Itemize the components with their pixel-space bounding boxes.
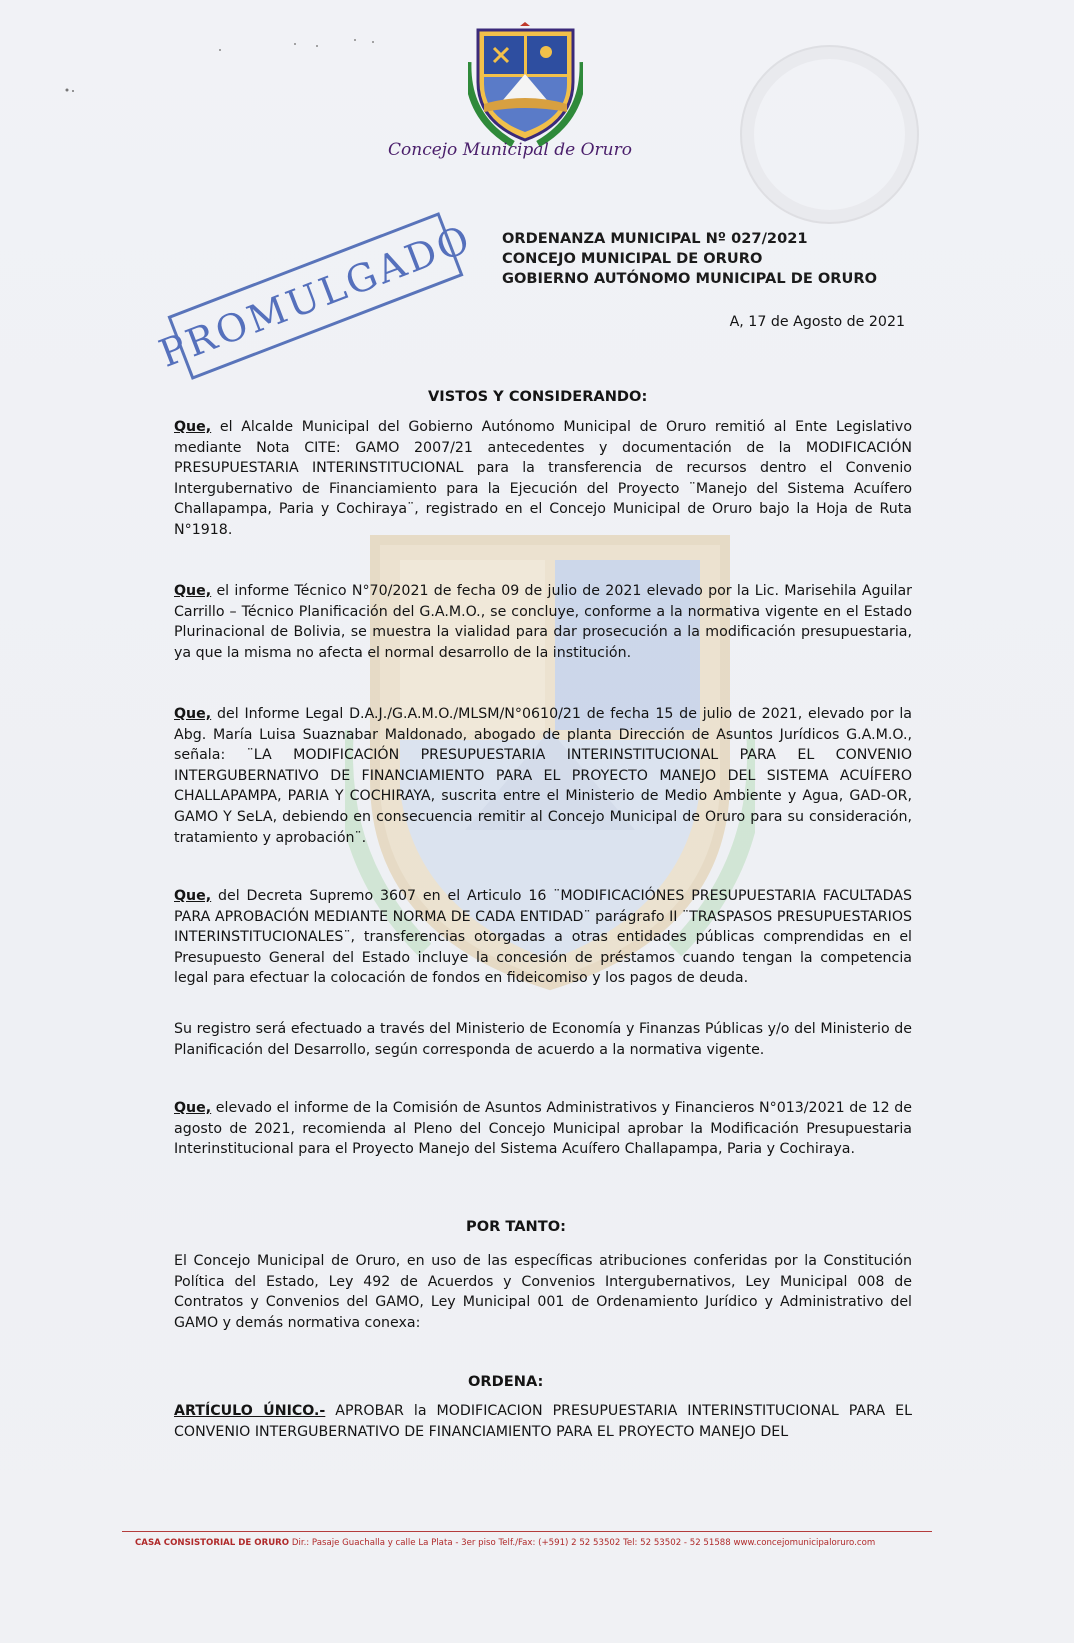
heading-line-3: GOBIERNO AUTÓNOMO MUNICIPAL DE ORURO — [502, 270, 878, 287]
footer-address: Dir.: Pasaje Guachalla y calle La Plata - 3er piso Telf./Fax: (+591) 2 52 53502 Tel: 52 53502 - 52 51588 www.concejomunicipaloruro.com — [289, 1538, 876, 1548]
paragraph-3 — [174, 704, 912, 848]
paragraph-4-text: del Decreta Supremo 3607 en el Articulo 16 ¨MODIFICACIÓNES PRESUPUESTARIA FACULTADAS PARA APROBACIÓN MEDIANTE NORMA DE CADA ENTIDAD¨ parágrafo II ¨TRASPASOS PRESUPUESTARIOS INTERINSTITUCIONALES¨, transferencias otorgadas a otras entidades públicas comprendidas en el Presupuesto General del Estado incluye la concesión de préstamos cuando tengan la competencia legal para efectuar la colocación de fondos en fideicomiso y los pagos de deuda. — [174, 888, 912, 987]
embossed-seal — [740, 45, 919, 224]
paragraph-2-text: el informe Técnico N°70/2021 de fecha 09 de julio de 2021 elevado por la Lic. Marisehila Aguilar Carrillo – Técnico Planificación del G.A.M.O., se concluye, conforme a la normativa vigente en el Estado Plurinacional de Bolivia, se muestra la vialidad para dar prosecución a la modificación presupuestaria, ya que la misma no afecta el normal desarrollo de la institución. — [174, 583, 912, 661]
article-text: APROBAR la MODIFICACION PRESUPUESTARIA INTERINSTITUCIONAL PARA EL CONVENIO INTERGUBERNATIVO DE FINANCIAMIENTO PARA EL PROYECTO MANEJO DEL — [174, 1403, 912, 1440]
paragraph-3-text: del Informe Legal D.A.J./G.A.M.O./MLSM/N°0610/21 de fecha 15 de julio de 2021, elevado por la Abg. María Luisa Suaznabar Maldonado, abogado de planta Dirección de Asuntos Jurídicos G.A.M.O., señala: ¨LA MODIFICACIÓN PRESUPUESTARIA INTERINSTITUCIONAL PARA EL CONVENIO INTERGUBERNATIVO DE FINANCIAMIENTO PARA EL PROYECTO MANEJO DEL SISTEMA ACUÍFERO CHALLAPAMPA, PARIA Y COCHIRAYA, suscrita entre el Ministerio de Medio Ambiente y Agua, GAD-OR, GAMO Y SeLA, debiendo en consecuencia remitir al Concejo Municipal de Oruro para su consideración, tratamiento y aprobación¨. — [174, 706, 912, 846]
paragraph-1-text: el Alcalde Municipal del Gobierno Autónomo Municipal de Oruro remitió al Ente Legislativo mediante Nota CITE: GAMO 2007/21 antecedentes y documentación de la MODIFICACIÓN PRESUPUESTARIA INTERINSTITUCIONAL para la transferencia de recursos dentro el Convenio Intergubernativo de Financiamiento para la Ejecución del Proyecto ¨Manejo del Sistema Acuífero Challapampa, Paria y Cochiraya¨, registrado en el Concejo Municipal de Oruro bajo la Hoja de Ruta N°1918. — [174, 419, 912, 538]
ordinance-heading — [502, 229, 922, 289]
section-vistos: VISTOS Y CONSIDERANDO: — [428, 388, 648, 405]
paragraph-1 — [174, 417, 912, 541]
heading-line-1: ORDENANZA MUNICIPAL Nº 027/2021 — [502, 230, 808, 247]
article-lead: ARTÍCULO ÚNICO.- — [174, 1403, 326, 1419]
scan-specks — [55, 30, 395, 100]
footer-divider — [122, 1531, 932, 1532]
heading-line-2: CONCEJO MUNICIPAL DE ORURO — [502, 250, 763, 267]
document-date: A, 17 de Agosto de 2021 — [729, 314, 905, 330]
paragraph-6-text: elevado el informe de la Comisión de Asuntos Administrativos y Financieros N°013/2021 de 12 de agosto de 2021, recomienda al Pleno del Concejo Municipal aprobar la Modificación Presupuestaria Interinstitucional para el Proyecto Manejo del Sistema Acuífero Challapampa, Paria y Cochiraya. — [174, 1100, 912, 1158]
oruro-crest-logo — [468, 22, 583, 147]
paragraph-2-lead: Que, — [174, 583, 212, 599]
paragraph-1-lead: Que, — [174, 419, 212, 435]
article-unico — [174, 1401, 912, 1442]
section-por-tanto: POR TANTO: — [466, 1218, 566, 1235]
footer-org: CASA CONSISTORIAL DE ORURO — [135, 1538, 290, 1548]
promulgado-stamp: PROMULGADO — [167, 212, 463, 380]
paragraph-6 — [174, 1098, 912, 1160]
paragraph-7: El Concejo Municipal de Oruro, en uso de las específicas atribuciones conferidas por la Constitución Política del Estado, Ley 492 de Acuerdos y Convenios Intergubernativos, Ley Municipal 008 de Contratos y Convenios del GAMO, Ley Municipal 001 de Ordenamiento Jurídico y Administrativo del GAMO y demás normativa conexa: — [174, 1253, 912, 1331]
paragraph-6-lead: Que, — [174, 1100, 212, 1116]
paragraph-4-lead: Que, — [174, 888, 212, 904]
paragraph-4 — [174, 886, 912, 989]
paragraph-3-lead: Que, — [174, 706, 212, 722]
section-ordena: ORDENA: — [468, 1373, 544, 1390]
footer-contact — [135, 1538, 935, 1548]
paragraph-5: Su registro será efectuado a través del Ministerio de Economía y Finanzas Públicas y/o del Ministerio de Planificación del Desarrollo, según corresponda de acuerdo a la normativa vigente. — [174, 1021, 912, 1058]
council-script-logo: Concejo Municipal de Oruro — [388, 140, 632, 160]
paragraph-2 — [174, 581, 912, 663]
